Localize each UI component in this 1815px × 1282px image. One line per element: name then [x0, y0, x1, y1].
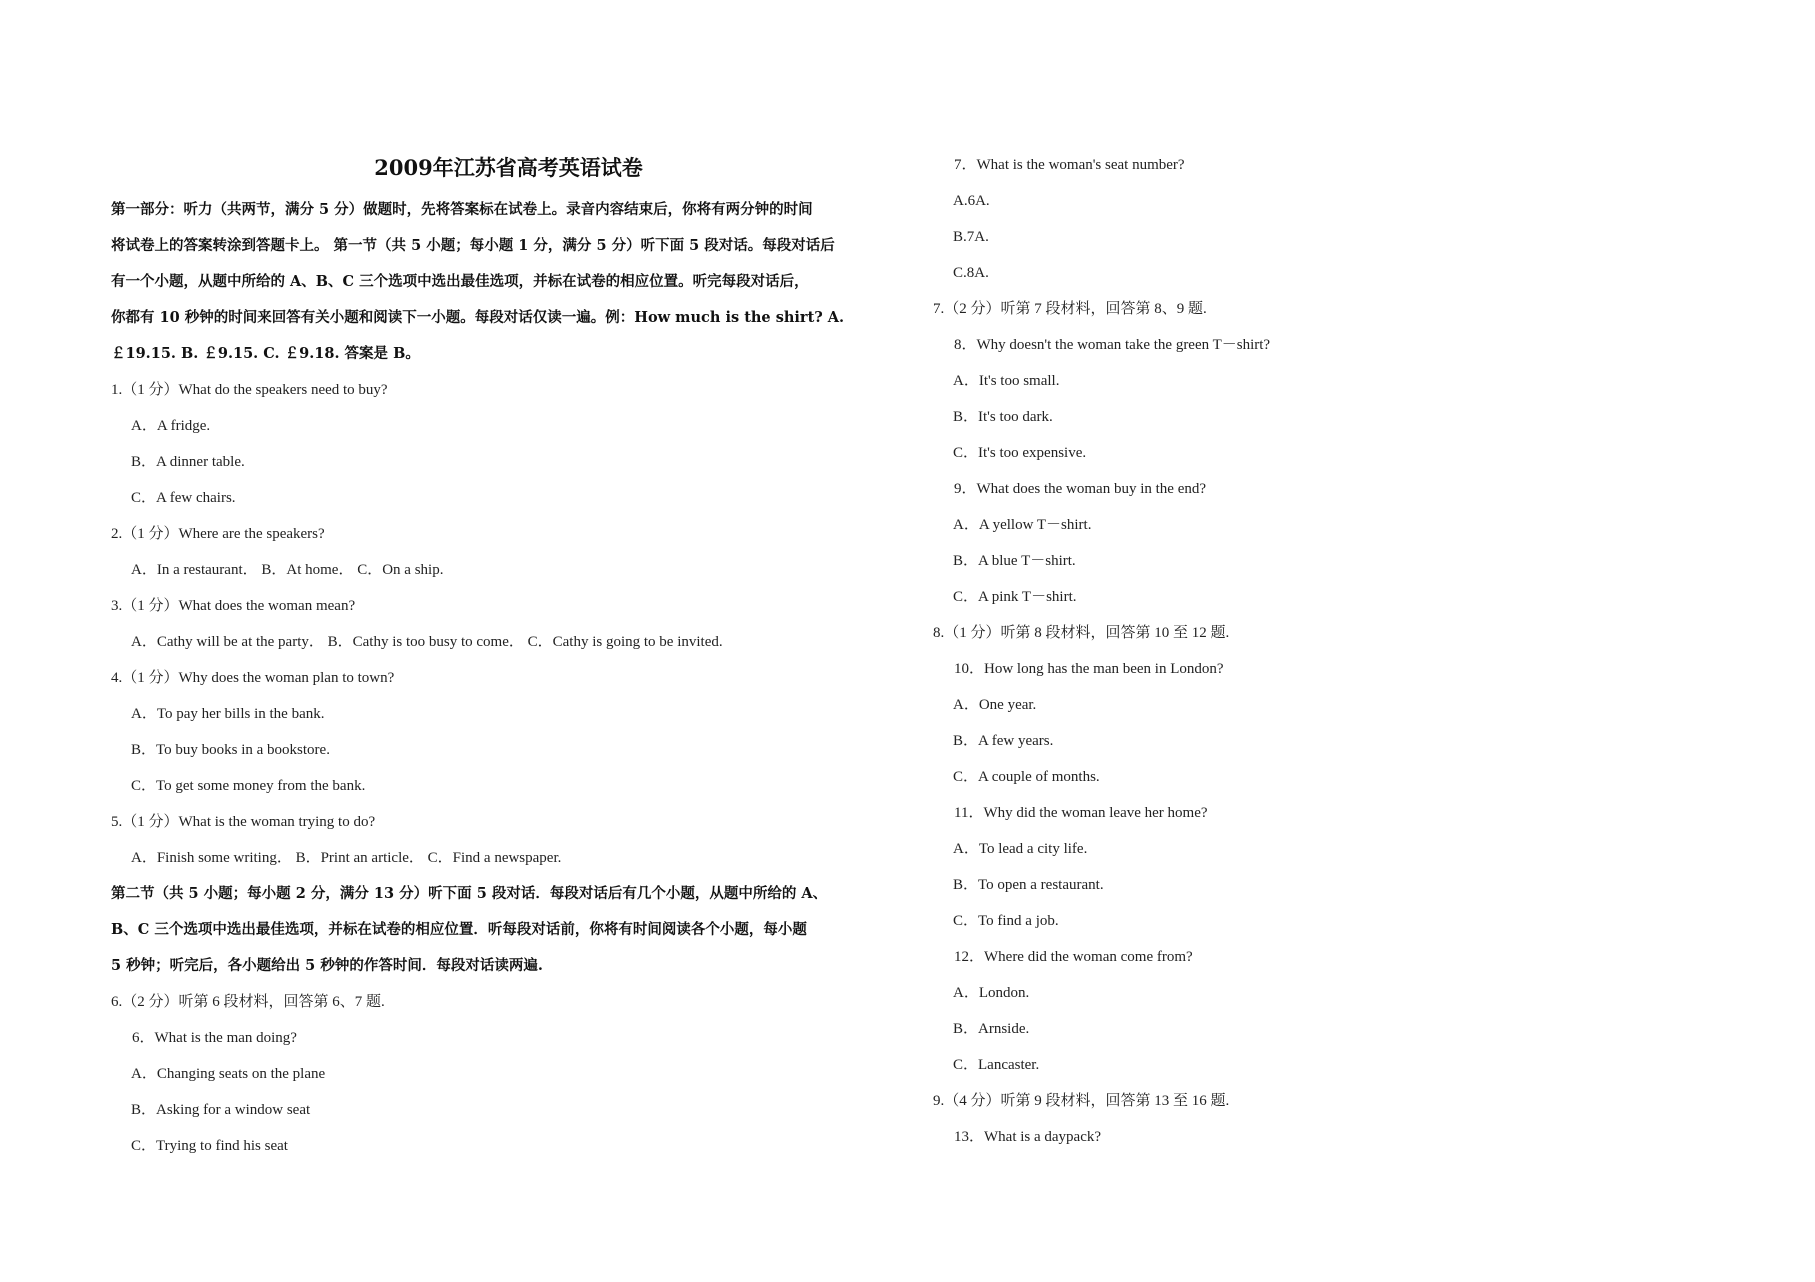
question-heading: 8.（1 分）听第 8 段材料，回答第 10 至 12 题.	[933, 625, 1230, 641]
answer-option: C．A couple of months.	[953, 769, 1100, 785]
sub-question: 13．What is a daypack?	[954, 1129, 1102, 1145]
question-heading: 3.（1 分）What does the woman mean?	[111, 598, 356, 614]
answer-option: C．A few chairs.	[131, 490, 236, 506]
sub-question: 7．What is the woman's seat number?	[954, 157, 1185, 173]
answer-option: C．Lancaster.	[953, 1057, 1040, 1073]
answer-option: B．Asking for a window seat	[131, 1102, 311, 1118]
answer-option: B．It's too dark.	[953, 409, 1053, 425]
sub-question: 9．What does the woman buy in the end?	[954, 481, 1207, 497]
question-heading: 7.（2 分）听第 7 段材料，回答第 8、9 题.	[933, 301, 1207, 317]
question-heading: 6.（2 分）听第 6 段材料，回答第 6、7 题.	[111, 994, 385, 1010]
question-heading: 5.（1 分）What is the woman trying to do?	[111, 814, 376, 830]
answer-option: A．It's too small.	[953, 373, 1060, 389]
part1-instruction-line: ￡19.15. B. ￡9.15. C. ￡9.18. 答案是 B。	[111, 345, 420, 362]
part2-instruction-line: B、C 三个选项中选出最佳选项，并标在试卷的相应位置．听每段对话前，你将有时间阅读各个小题，每小题	[111, 921, 807, 938]
sub-question: 12．Where did the woman come from?	[954, 949, 1193, 965]
part1-instruction-line: 有一个小题，从题中所给的 A、B、C 三个选项中选出最佳选项，并标在试卷的相应位置。听完每段对话后，	[111, 273, 809, 290]
answer-option: A．One year.	[953, 697, 1037, 713]
part2-instruction-line: 第二节（共 5 小题；每小题 2 分，满分 13 分）听下面 5 段对话．每段对话后有几个小题，从题中所给的 A、	[111, 885, 828, 902]
answer-option: A.6A.	[953, 193, 990, 209]
answer-option: C．A pink T－shirt.	[953, 589, 1077, 605]
part2-instruction-line: 5 秒钟；听完后，各小题给出 5 秒钟的作答时间．每段对话读两遍.	[111, 957, 543, 974]
left-column	[111, 140, 906, 1164]
part2-instructions	[111, 876, 906, 984]
question-heading: 2.（1 分）Where are the speakers?	[111, 526, 325, 542]
part1-instruction-line: 第一部分：听力（共两节，满分 5 分）做题时，先将答案标在试卷上。录音内容结束后，你将有两分钟的时间	[111, 201, 813, 218]
page-title: 2009年江苏省高考英语试卷	[374, 155, 643, 180]
answer-option: A．Finish some writing． B．Print an article． C．Find a newspaper.	[131, 850, 562, 866]
right-column	[933, 147, 1723, 1155]
left-question-list-2	[111, 984, 906, 1164]
answer-option: A．To lead a city life.	[953, 841, 1088, 857]
answer-option: B．To buy books in a bookstore.	[131, 742, 330, 758]
answer-option: A．Changing seats on the plane	[131, 1066, 326, 1082]
answer-option: C.8A.	[953, 265, 989, 281]
answer-option: A．A yellow T－shirt.	[953, 517, 1092, 533]
left-question-list	[111, 372, 906, 876]
answer-option: A．A fridge.	[131, 418, 211, 434]
answer-option: A．London.	[953, 985, 1030, 1001]
right-question-list	[933, 147, 1723, 1155]
answer-option: B．A blue T－shirt.	[953, 553, 1076, 569]
answer-option: B．Arnside.	[953, 1021, 1030, 1037]
part1-instruction-line: 你都有 10 秒钟的时间来回答有关小题和阅读下一小题。每段对话仅读一遍。例：How much is the shirt? A.	[111, 309, 845, 326]
sub-question: 8．Why doesn't the woman take the green T－shirt?	[954, 337, 1271, 353]
answer-option: B.7A.	[953, 229, 989, 245]
answer-option: A．Cathy will be at the party． B．Cathy is too busy to come． C．Cathy is going to be invited.	[131, 634, 723, 650]
answer-option: C．To find a job.	[953, 913, 1059, 929]
answer-option: B．A dinner table.	[131, 454, 245, 470]
sub-question: 10．How long has the man been in London?	[954, 661, 1224, 677]
question-heading: 9.（4 分）听第 9 段材料，回答第 13 至 16 题.	[933, 1093, 1230, 1109]
answer-option: C．To get some money from the bank.	[131, 778, 366, 794]
answer-option: B．A few years.	[953, 733, 1054, 749]
answer-option: C．Trying to find his seat	[131, 1138, 288, 1154]
part1-instruction-line: 将试卷上的答案转涂到答题卡上。 第一节（共 5 小题；每小题 1 分，满分 5 分）听下面 5 段对话。每段对话后	[111, 237, 835, 254]
sub-question: 6．What is the man doing?	[132, 1030, 297, 1046]
question-heading: 4.（1 分）Why does the woman plan to town?	[111, 670, 395, 686]
answer-option: A．In a restaurant． B．At home． C．On a ship.	[131, 562, 444, 578]
answer-option: C．It's too expensive.	[953, 445, 1087, 461]
sub-question: 11．Why did the woman leave her home?	[954, 805, 1208, 821]
question-heading: 1.（1 分）What do the speakers need to buy?	[111, 382, 388, 398]
answer-option: B．To open a restaurant.	[953, 877, 1104, 893]
answer-option: A．To pay her bills in the bank.	[131, 706, 325, 722]
part1-instructions	[111, 192, 906, 372]
